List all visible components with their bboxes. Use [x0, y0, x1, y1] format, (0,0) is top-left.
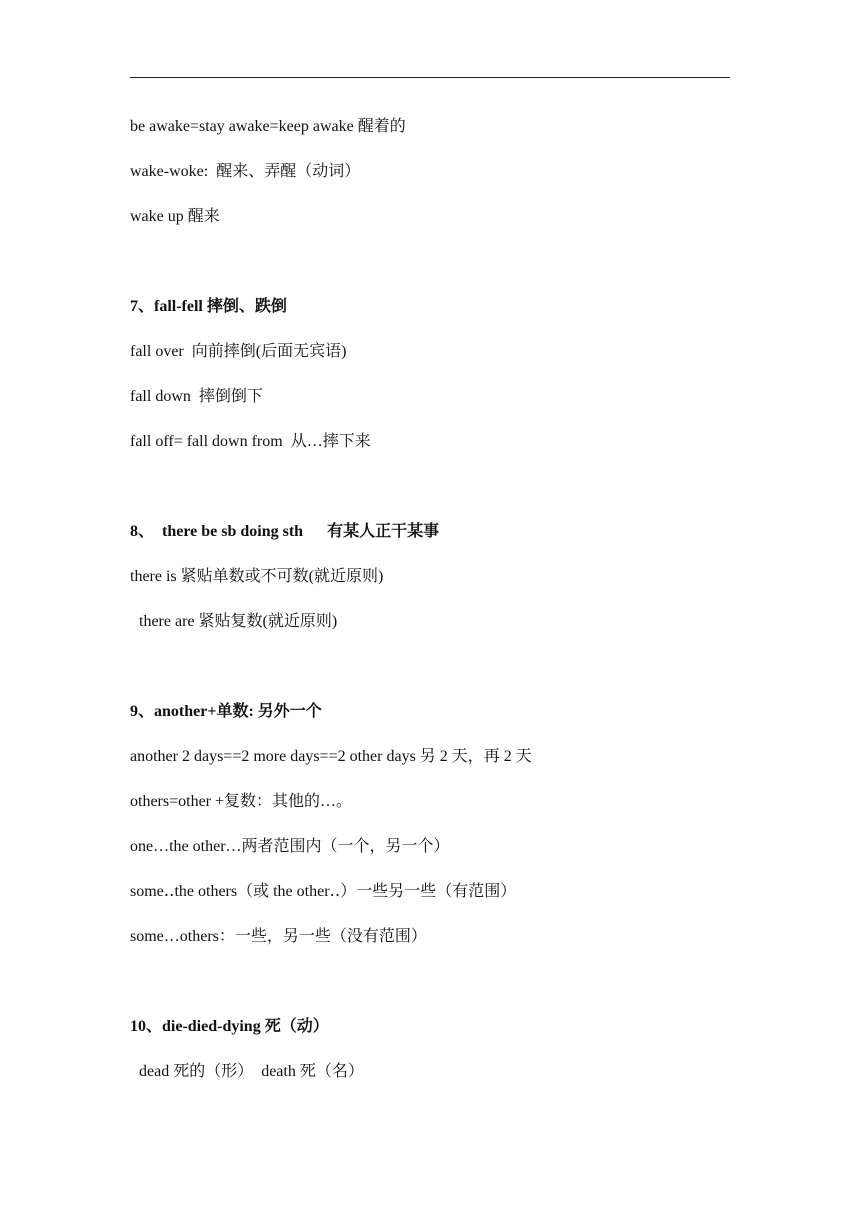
text-line: wake up 醒来 [130, 208, 220, 225]
text-line: others=other +复数：其他的…。 [130, 793, 353, 810]
text-line: there is 紧贴单数或不可数(就近原则) [130, 568, 384, 585]
text-line: be awake=stay awake=keep awake 醒着的 [130, 118, 406, 135]
text-line: fall down 摔倒倒下 [130, 388, 263, 405]
text-line: one…the other…两者范围内（一个，另一个） [130, 838, 450, 855]
text-line: dead 死的（形） death 死（名） [139, 1063, 364, 1080]
section-heading: 10、die-died-dying 死（动） [130, 1018, 329, 1035]
section-heading: 9、another+单数: 另外一个 [130, 703, 322, 720]
text-line: there are 紧贴复数(就近原则) [139, 613, 338, 630]
section-heading: 7、fall-fell 摔倒、跌倒 [130, 298, 287, 315]
text-line: some‥the others（或 the other‥）一些另一些（有范围） [130, 883, 517, 900]
text-line: wake-woke: 醒来、弄醒（动词） [130, 163, 361, 180]
text-line: fall off= fall down from 从…摔下来 [130, 433, 371, 450]
header-rule [130, 77, 730, 78]
text-line: fall over 向前摔倒(后面无宾语) [130, 343, 347, 360]
section-heading: 8、 there be sb doing sth 有某人正干某事 [130, 523, 440, 540]
text-line: another 2 days==2 more days==2 other days 另 2 天，再 2 天 [130, 748, 532, 765]
text-line: some…others：一些，另一些（没有范围） [130, 928, 427, 945]
